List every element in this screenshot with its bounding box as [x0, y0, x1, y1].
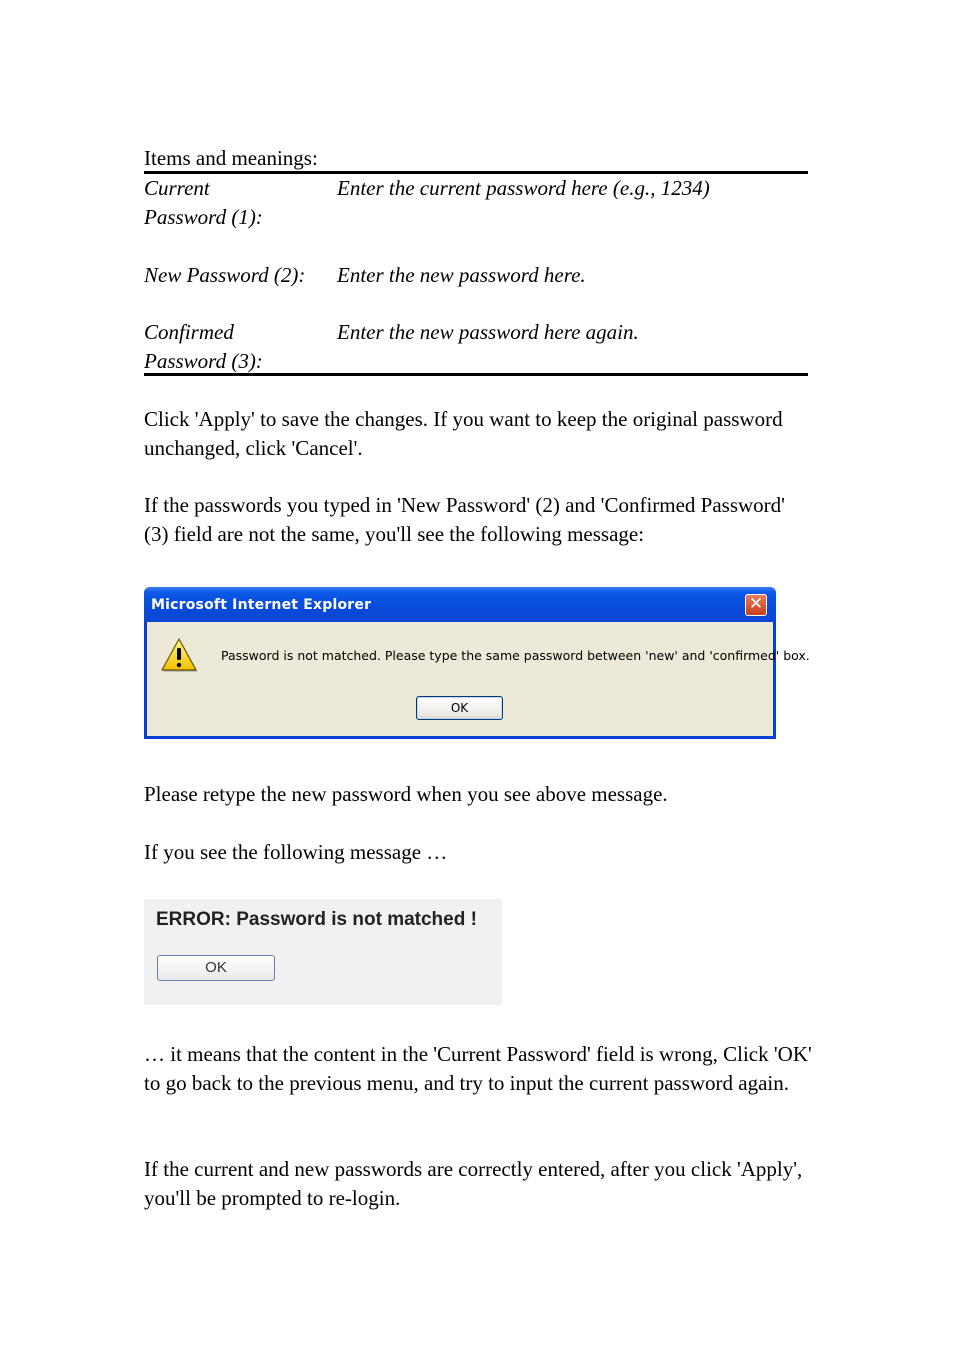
close-icon[interactable]: ✕	[745, 594, 767, 616]
term-line: Password (1):	[144, 205, 263, 229]
ie-alert-dialog	[144, 587, 810, 739]
term	[144, 174, 329, 232]
error-message-box	[144, 899, 502, 1005]
term-line: Password (3):	[144, 349, 263, 373]
ie-dialog-body	[147, 622, 810, 736]
error-message: ERROR: Password is not matched !	[156, 909, 477, 930]
items-title: Items and meanings:	[144, 146, 318, 170]
definition: Enter the new password here.	[337, 263, 586, 287]
term-line: New Password (2):	[144, 263, 306, 287]
ok-button[interactable]: OK	[157, 955, 275, 981]
table-bottom-rule	[144, 373, 808, 376]
paragraph-relogin: If the current and new passwords are correctly entered, after you click 'Apply', you'll be prompted to re-login.	[144, 1157, 803, 1210]
term	[144, 318, 329, 376]
paragraph-current-wrong: … it means that the content in the 'Current Password' field is wrong, Click 'OK' to go back to the previous menu, and try to input the current password again.	[144, 1042, 812, 1095]
term-line: Current	[144, 176, 210, 200]
ie-titlebar	[144, 587, 776, 622]
term-line: Confirmed	[144, 320, 234, 344]
paragraph-mismatch-intro: If the passwords you typed in 'New Password' (2) and 'Confirmed Password' (3) field are not the same, you'll see the following message:	[144, 493, 785, 546]
ie-dialog-title: Microsoft Internet Explorer	[151, 597, 372, 613]
definition: Enter the new password here again.	[337, 320, 639, 344]
ie-dialog-message: Password is not matched. Please type the same password between 'new' and 'confirmed' box.	[221, 648, 810, 663]
paragraph-following: If you see the following message …	[144, 840, 448, 864]
paragraph-retype: Please retype the new password when you see above message.	[144, 782, 668, 806]
ok-button[interactable]: OK	[416, 696, 503, 720]
warning-icon	[160, 637, 198, 673]
definition: Enter the current password here (e.g., 1234)	[337, 176, 710, 200]
paragraph-apply-cancel: Click 'Apply' to save the changes. If you want to keep the original password unchanged, click 'Cancel'.	[144, 407, 783, 460]
term	[144, 261, 329, 290]
